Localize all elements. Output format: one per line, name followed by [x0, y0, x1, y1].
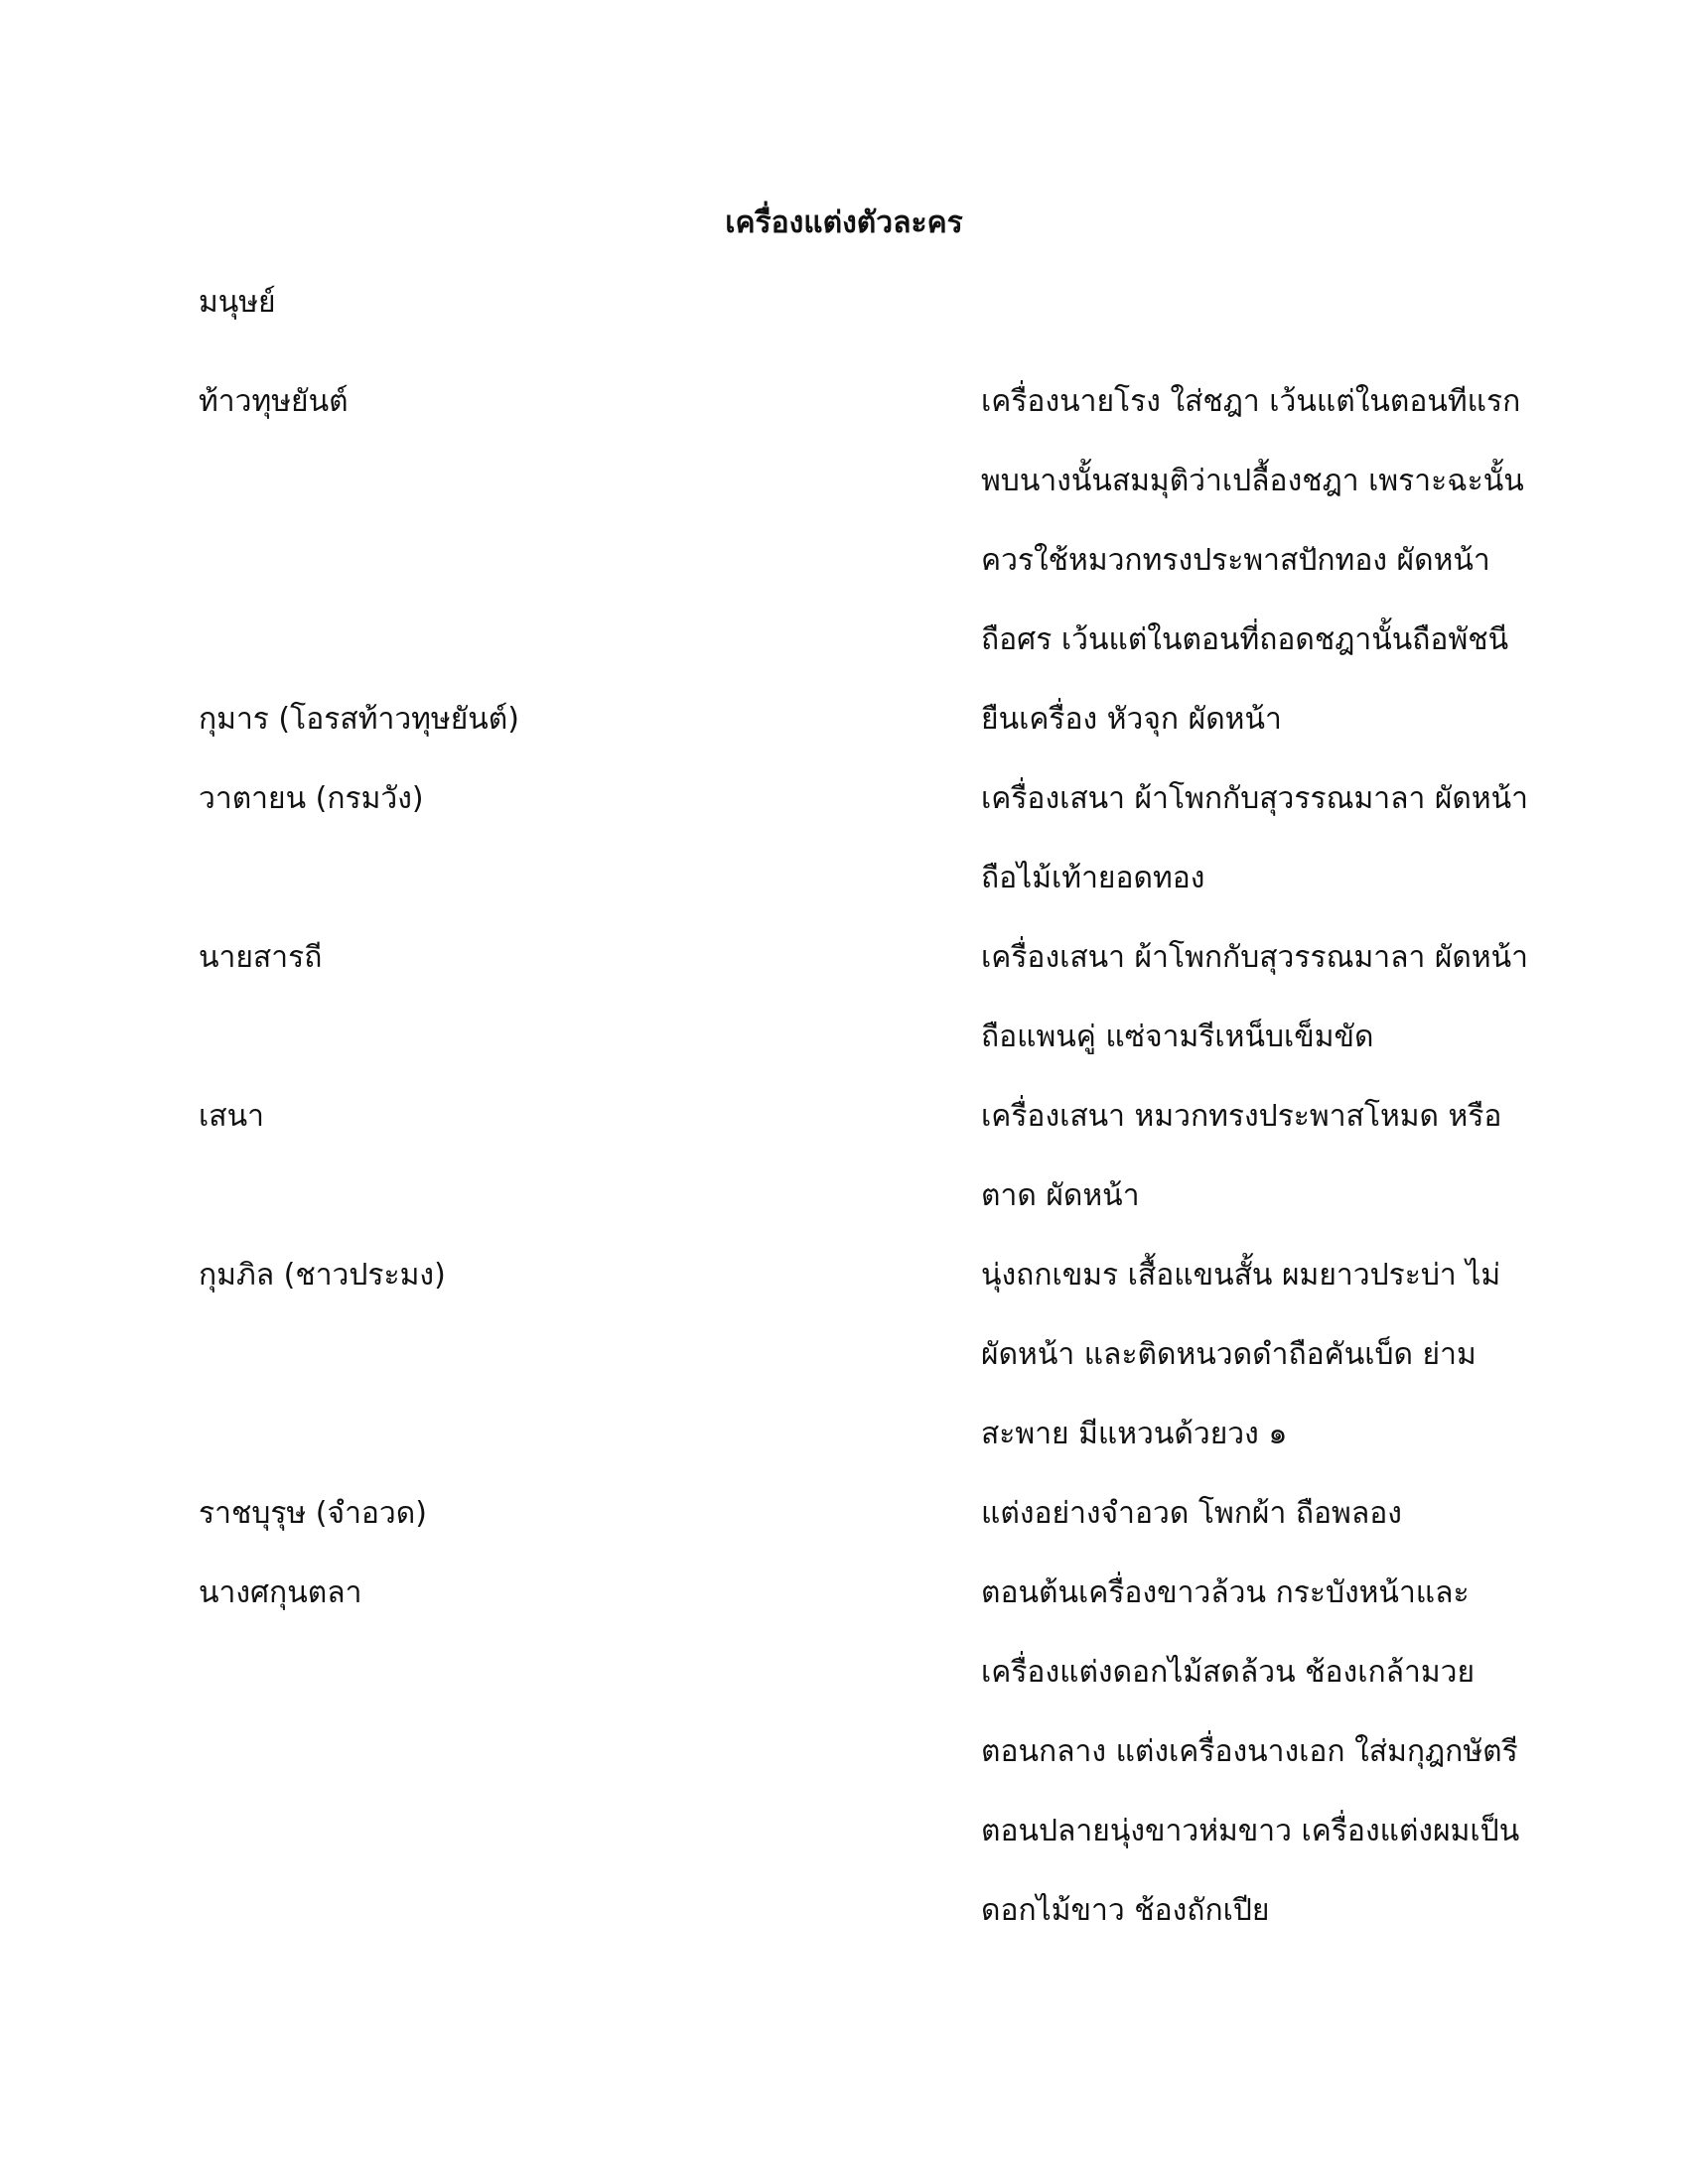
description-line: นุ่งถกเขมร เสื้อแขนสั้น ผมยาวประบ่า ไม่: [981, 1258, 1501, 1293]
character-name: วาตายน (กรมวัง): [199, 781, 424, 816]
character-costume-list: [199, 362, 1529, 1951]
costume-row: [199, 1077, 1502, 1236]
description-line: ถือแพนคู่ แซ่จามรีเหน็บเข็มขัด: [981, 1020, 1374, 1054]
description-line: พบนางนั้นสมมุติว่าเปลื้องชฎา เพราะฉะนั้น: [981, 464, 1524, 498]
costume-description: [981, 1474, 1489, 1554]
costume-row: [199, 759, 1529, 918]
description-line: ผัดหน้า และติดหนวดดำถือคันเบ็ด ย่าม: [981, 1337, 1477, 1372]
costume-row: [199, 362, 1524, 680]
description-line: ดอกไม้ขาว ช้องถักเปีย: [981, 1893, 1270, 1928]
costume-row: [199, 1236, 1501, 1474]
costume-description: [981, 1236, 1500, 1474]
description-line: ถือไม้เท้ายอดทอง: [981, 861, 1205, 895]
character-name: ราชบุรุษ (จำอวด): [199, 1496, 427, 1531]
description-line: ควรใช้หมวกทรงประพาสปักทอง ผัดหน้า: [981, 543, 1490, 578]
character-name: นายสารถี: [199, 940, 323, 975]
costume-description: [981, 362, 1524, 680]
costume-row: [199, 680, 1489, 759]
description-line: เครื่องเสนา หมวกทรงประพาสโหมด หรือ: [981, 1099, 1502, 1134]
character-name: เสนา: [199, 1099, 264, 1134]
character-name: กุมาร (โอรสท้าวทุษยันต์): [199, 702, 519, 737]
costume-description: [981, 918, 1528, 1077]
costume-description: [981, 1554, 1519, 1951]
costume-description: [981, 680, 1489, 759]
description-line: ตอนปลายนุ่งขาวห่มขาว เครื่องแต่งผมเป็น: [981, 1814, 1520, 1848]
description-line: เครื่องเสนา ผ้าโพกกับสุวรรณมาลา ผัดหน้า: [981, 781, 1529, 816]
costume-row: [199, 1554, 1520, 1951]
costume-row: [199, 1474, 1489, 1554]
description-line: เครื่องเสนา ผ้าโพกกับสุวรรณมาลา ผัดหน้า: [981, 940, 1529, 975]
description-line: ตอนกลาง แต่งเครื่องนางเอก ใส่มกุฎกษัตรี: [981, 1734, 1518, 1769]
costume-description: [981, 1077, 1501, 1236]
description-line: แต่งอย่างจำอวด โพกผ้า ถือพลอง: [981, 1496, 1402, 1531]
costume-description: [981, 759, 1528, 918]
character-name: กุมภิล (ชาวประมง): [199, 1258, 446, 1293]
section-heading: มนุษย์: [199, 285, 276, 320]
description-line: เครื่องนายโรง ใส่ชฎา เว้นแต่ในตอนทีแรก: [981, 384, 1521, 419]
description-line: ตาด ผัดหน้า: [981, 1178, 1140, 1213]
description-line: สะพาย มีแหวนด้วยวง ๑: [981, 1417, 1288, 1451]
description-line: เครื่องแต่งดอกไม้สดล้วน ช้องเกล้ามวย: [981, 1655, 1476, 1690]
description-line: ตอนต้นเครื่องขาวล้วน กระบังหน้าและ: [981, 1575, 1470, 1610]
costume-row: [199, 918, 1529, 1077]
description-line: ยืนเครื่อง หัวจุก ผัดหน้า: [981, 702, 1282, 737]
description-line: ถือศร เว้นแต่ในตอนที่ถอดชฎานั้นถือพัชนี: [981, 622, 1509, 657]
page-title: เครื่องแต่งตัวละคร: [725, 205, 963, 240]
character-name: นางศกุนตลา: [199, 1575, 362, 1610]
character-name: ท้าวทุษยันต์: [199, 384, 349, 419]
